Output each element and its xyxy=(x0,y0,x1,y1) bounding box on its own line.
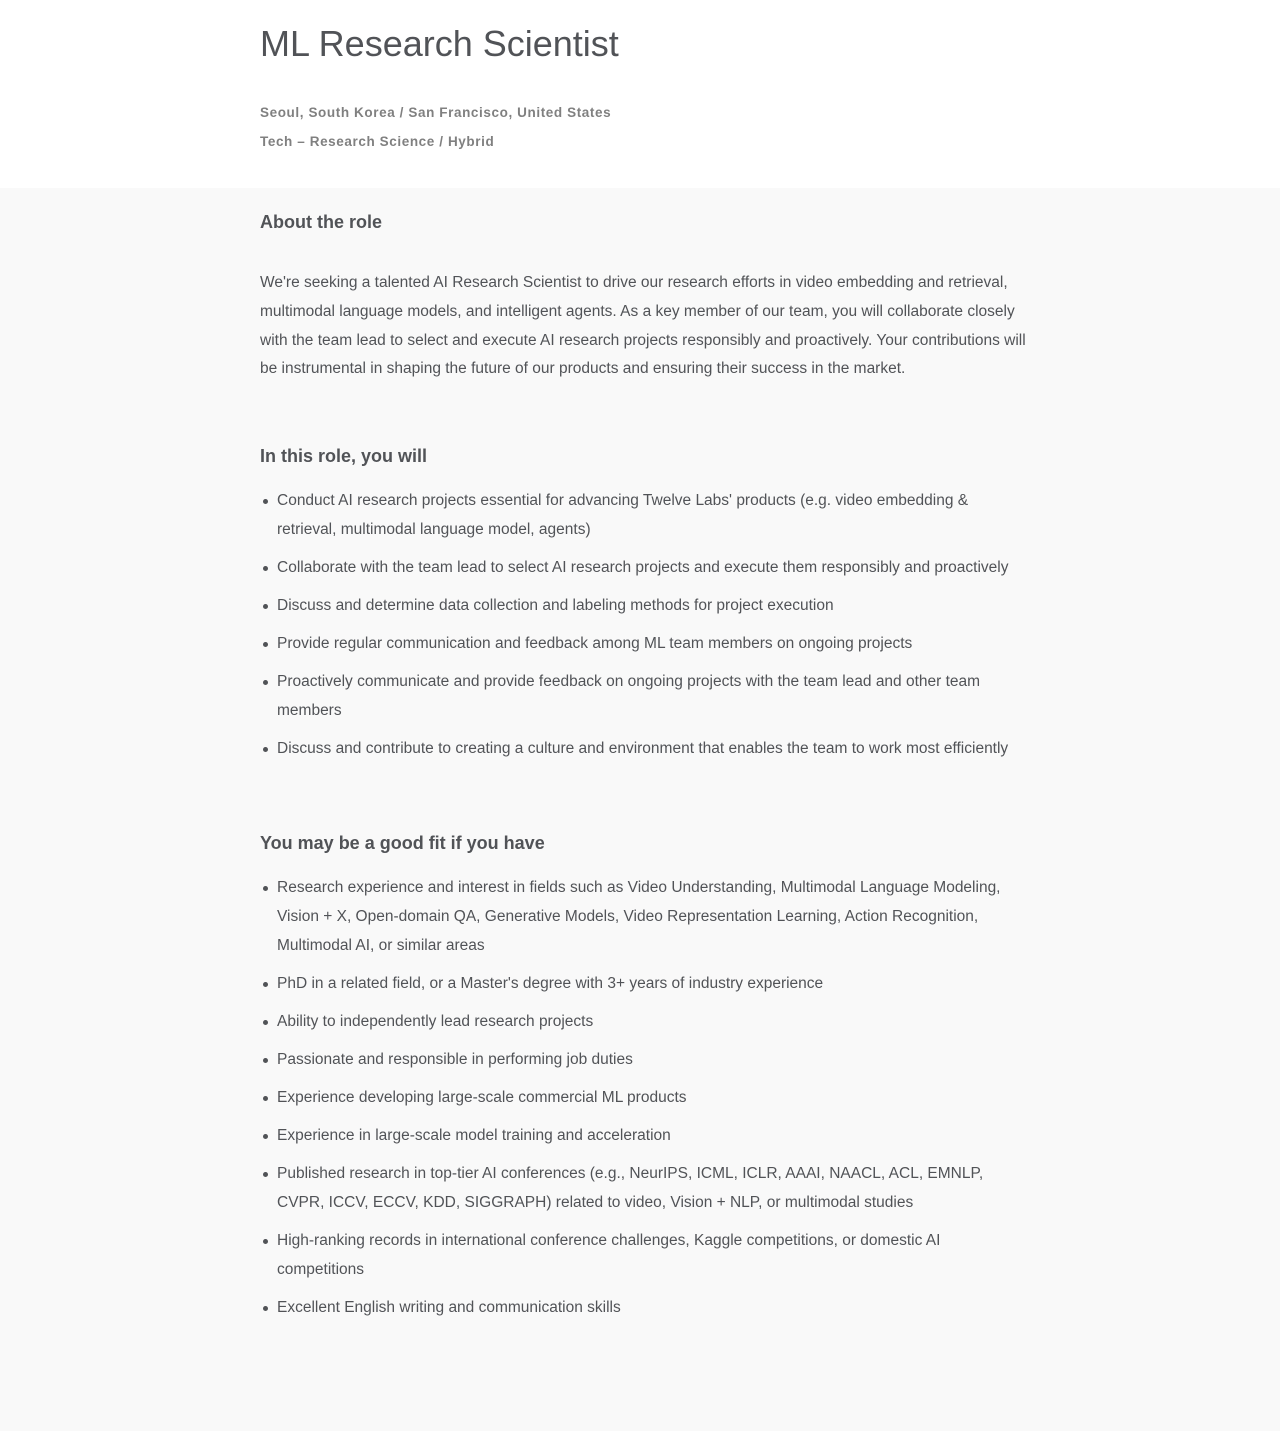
list-item: Published research in top-tier AI conferences (e.g., NeurIPS, ICML, ICLR, AAAI, NAACL, ACL, EMNLP, CVPR, ICCV, ECCV, KDD, SIGGRAPH) related to video, Vision + NLP, or multimodal studies xyxy=(260,1160,1030,1218)
list-item: Conduct AI research projects essential for advancing Twelve Labs' products (e.g. video embedding & retrieval, multimodal language model, agents) xyxy=(260,487,1030,545)
list-item: Excellent English writing and communication skills xyxy=(260,1294,1030,1323)
role-section xyxy=(260,443,1030,764)
about-heading: About the role xyxy=(260,212,382,232)
job-title: ML Research Scientist xyxy=(260,23,619,64)
department-text: Tech – Research Science / Hybrid xyxy=(260,134,495,149)
list-item: Proactively communicate and provide feedback on ongoing projects with the team lead and other team members xyxy=(260,668,1030,726)
list-item: Experience developing large-scale commercial ML products xyxy=(260,1084,1030,1113)
fit-section xyxy=(260,830,1030,1323)
list-item: Research experience and interest in fields such as Video Understanding, Multimodal Language Modeling, Vision + X, Open-domain QA, Generative Models, Video Representation Learning, Action Recognition, Multimodal AI, or similar areas xyxy=(260,874,1030,960)
role-list xyxy=(260,487,1030,764)
list-item: Passionate and responsible in performing job duties xyxy=(260,1046,1030,1075)
about-section xyxy=(260,188,1030,384)
list-item: Provide regular communication and feedback among ML team members on ongoing projects xyxy=(260,630,1030,659)
list-item: High-ranking records in international conference challenges, Kaggle competitions, or domestic AI competitions xyxy=(260,1227,1030,1285)
list-item: Discuss and contribute to creating a culture and environment that enables the team to work most efficiently xyxy=(260,735,1030,764)
location-text: Seoul, South Korea / San Francisco, United States xyxy=(260,105,612,120)
posting-header xyxy=(0,0,1280,188)
list-item: Ability to independently lead research projects xyxy=(260,1008,1030,1037)
fit-list xyxy=(260,874,1030,1323)
about-text: We're seeking a talented AI Research Scientist to drive our research efforts in video embedding and retrieval, multimodal language models, and intelligent agents. As a key member of our team, you will collaborate closely with the team lead to select and execute AI research projects responsibly and proactively. Your contributions will be instrumental in shaping the future of our products and ensuring their success in the market. xyxy=(260,274,1026,378)
fit-heading: You may be a good fit if you have xyxy=(260,833,545,854)
list-item: PhD in a related field, or a Master's degree with 3+ years of industry experience xyxy=(260,970,1030,999)
posting-categories xyxy=(260,98,1280,156)
role-heading: In this role, you will xyxy=(260,446,428,467)
list-item: Discuss and determine data collection and labeling methods for project execution xyxy=(260,592,1030,621)
list-item: Experience in large-scale model training and acceleration xyxy=(260,1122,1030,1151)
list-item: Collaborate with the team lead to select AI research projects and execute them responsibly and proactively xyxy=(260,554,1030,583)
posting-body xyxy=(0,188,1030,1323)
